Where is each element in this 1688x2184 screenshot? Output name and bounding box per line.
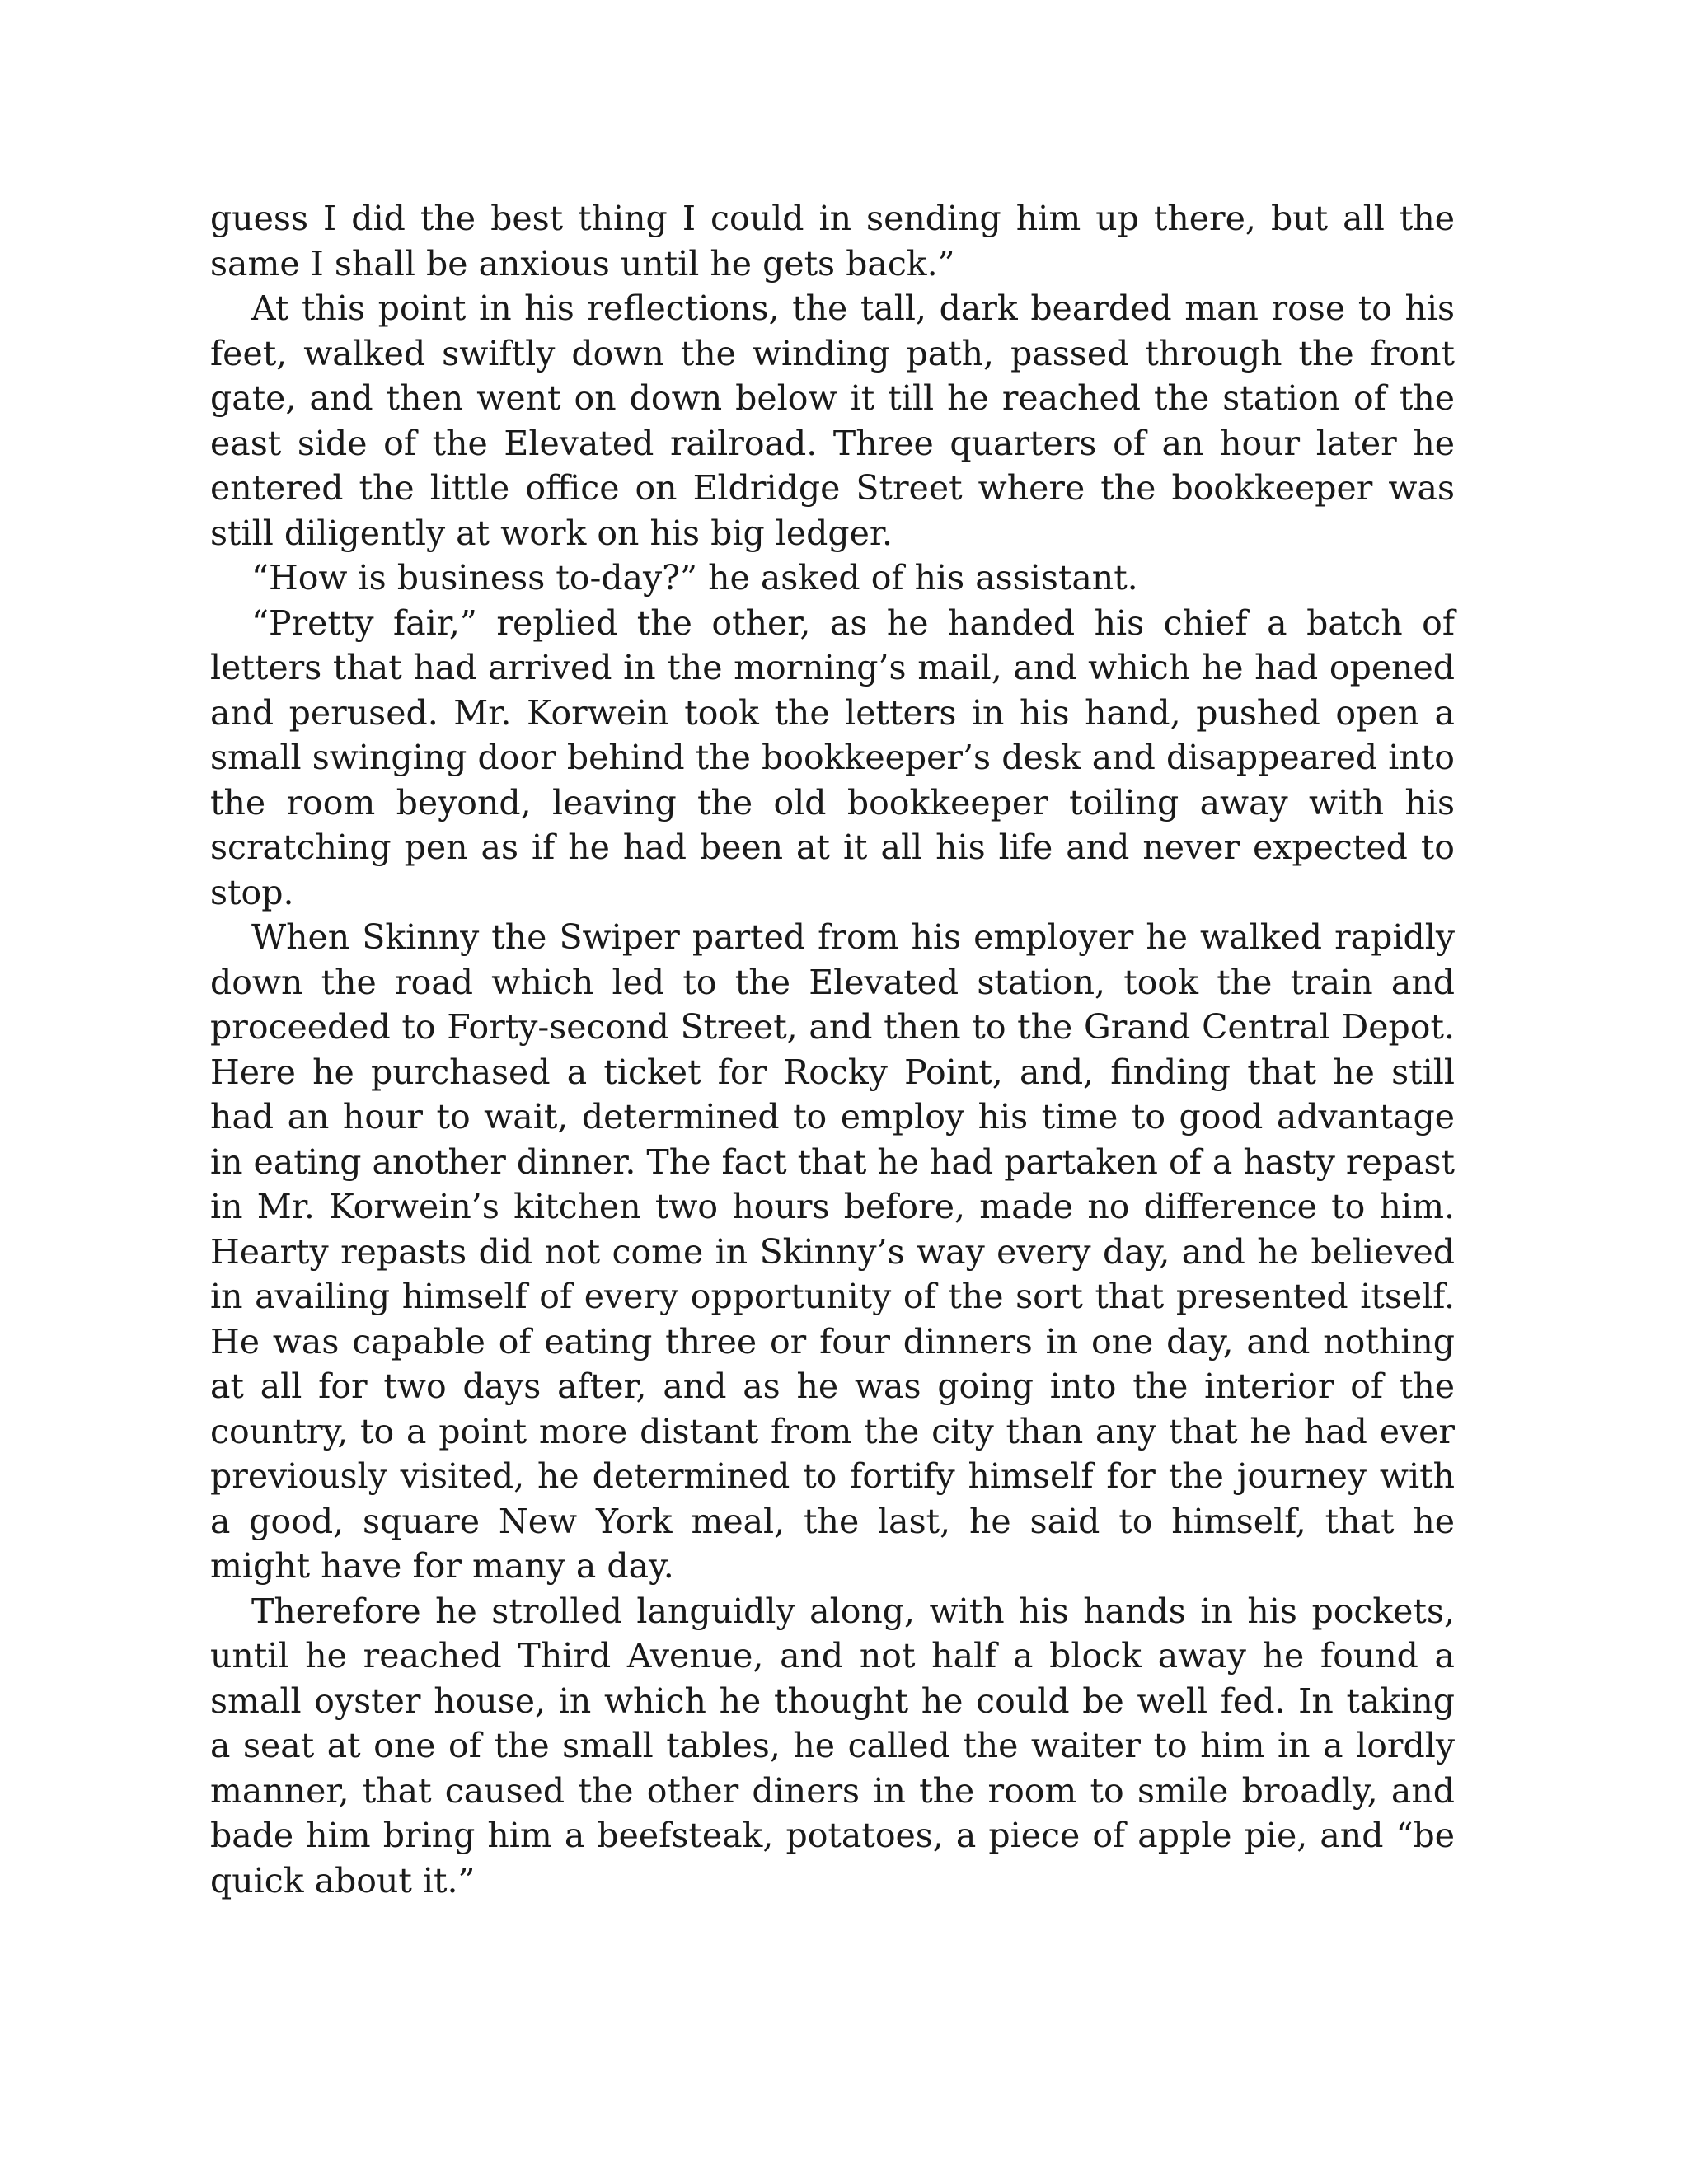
paragraph-continuation: guess I did the best thing I could in sending him up there, but all the same I shall be anxious until he gets back.” (210, 199, 1455, 284)
paragraph-reflections: At this point in his reflections, the tall, dark bearded man rose to his feet, walked swiftly down the winding path, passed through the front gate, and then went on down below it till he reached the station of the east side of the Elevated railroad. Three quarters of an hour later he entered the little office on Eldridge Street where the bookkeeper was still diligently at work on his big ledger. (210, 288, 1455, 553)
page-text (210, 196, 1455, 1903)
paragraph-business-question: “How is business to-day?” he asked of his assistant. (251, 558, 1138, 598)
paragraph-pretty-fair: “Pretty fair,” replied the other, as he handed his chief a batch of letters that had arrived in the morning’s mail, and which he had opened and perused. Mr. Korwein took the letters in his hand, pushed open a small swinging door behind the bookkeeper’s desk and disappeared into the room beyond, leaving the old bookkeeper toiling away with his scratching pen as if he had been at it all his life and never expected to stop. (210, 602, 1455, 912)
paragraph-skinny-the-swiper: When Skinny the Swiper parted from his employer he walked rapidly down the road which led to the Elevated station, took the train and proceeded to Forty-second Street, and then to the Grand Central Depot. Here he purchased a ticket for Rocky Point, and, finding that he still had an hour to wait, determined to employ his time to good advantage in eating another dinner. The fact that he had partaken of a hasty repast in Mr. Korwein’s kitchen two hours before, made no difference to him. Hearty repasts did not come in Skinny’s way every day, and he believed in availing himself of every opportunity of the sort that presented itself. He was capable of eating three or four dinners in one day, and nothing at all for two days after, and as he was going into the interior of the country, to a point more distant from the city than any that he had ever previously visited, he determined to fortify himself for the journey with a good, square New York meal, the last, he said to himself, that he might have for many a day. (210, 917, 1455, 1586)
paragraph-oyster-house: Therefore he strolled languidly along, with his hands in his pockets, until he reached Third Avenue, and not half a block away he found a small oyster house, in which he thought he could be well fed. In taking a seat at one of the small tables, he called the waiter to him in a lordly manner, that caused the other diners in the room to smile broadly, and bade him bring him a beefsteak, potatoes, a piece of apple pie, and “be quick about it.” (210, 1591, 1455, 1900)
